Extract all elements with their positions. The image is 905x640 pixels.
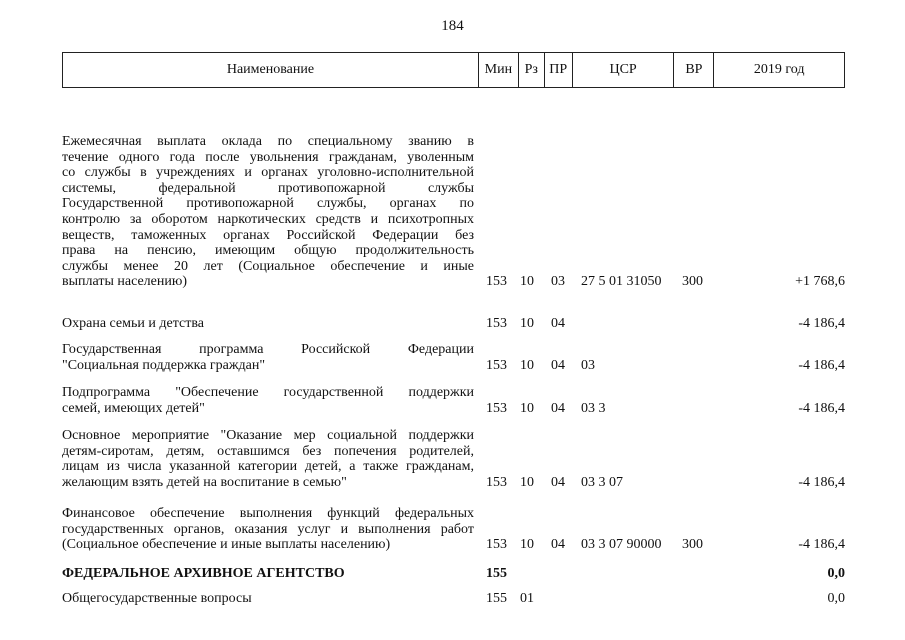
row-sum: -4 186,4 [798,357,845,373]
row-name-line: веществ, таможенных органах Российской Федерации без [62,227,474,243]
row-name-line: течение одного года после увольнения гражданам, уволенным [62,149,474,165]
table-row [62,428,845,490]
table-row [62,385,845,416]
row-min: 153 [486,474,507,490]
row-min: 153 [486,316,507,331]
row-name [62,316,474,332]
page-number: 184 [441,18,464,34]
row-vr: 300 [682,274,703,290]
header-rz: Рз [518,53,544,87]
row-pr: 04 [551,316,565,331]
row-sum: -4 186,4 [798,474,845,490]
row-name-line: Подпрограмма "Обеспечение государственной поддержки [62,385,474,400]
row-name-line: Государственная программа Российской Федерации [62,342,474,357]
row-name-line: Государственной противопожарной службы, органах по [62,196,474,212]
table-row [62,316,845,332]
row-name-line: лицам из числа указанной категории детей, а также гражданам, [62,459,474,475]
row-name-line: Общегосударственные вопросы [62,591,252,606]
row-pr: 03 [551,274,565,290]
row-name [62,591,474,607]
row-name-line: службы менее 20 лет (Социальное обеспечение и иные [62,258,474,274]
row-name-line: права на пенсию, имеющим общую продолжительность [62,243,474,259]
row-name-line: Ежемесячная выплата оклада по специальному званию в [62,134,474,149]
row-rz: 10 [520,474,534,490]
row-csr: 03 3 [581,400,606,416]
row-name-line: выплаты населению) [62,274,187,290]
row-name-line: системы, федеральной противопожарной службы [62,180,474,196]
row-rz: 10 [520,537,534,553]
row-min: 153 [486,400,507,416]
table-row [62,506,845,553]
row-sum: +1 768,6 [795,274,845,290]
table-header [62,52,845,88]
header-pr: ПР [544,53,572,87]
table-row [62,134,845,290]
header-name: Наименование [226,62,315,77]
row-rz: 10 [520,316,534,331]
row-csr: 27 5 01 31050 [581,274,662,290]
row-name-line: со службы в учреждениях и органах уголовно-исполнительной [62,165,474,181]
row-name-line: желающим взять детей на воспитание в семью" [62,474,347,490]
row-name [62,566,474,582]
row-rz: 10 [520,357,534,373]
row-name [62,506,474,553]
header-csr: ЦСР [572,53,674,87]
row-sum: -4 186,4 [798,316,845,331]
budget-table [62,52,845,606]
table-row [62,566,845,582]
row-name [62,134,474,290]
row-name-line: Основное мероприятие "Оказание мер социальной поддержки [62,428,474,443]
row-name-line: детям-сиротам, детям, оставшимся без попечения родителей, [62,443,474,459]
table-row [62,591,845,607]
row-min: 153 [486,537,507,553]
row-name-line: государственных органов, оказания услуг и выполнения работ [62,521,474,537]
row-name [62,342,474,373]
row-name-line: (Социальное обеспечение и иные выплаты населению) [62,537,391,553]
header-vr: ВР [673,53,713,87]
row-csr: 03 3 07 [581,474,623,490]
row-min: 155 [486,591,507,606]
row-min: 153 [486,274,507,290]
header-min: Мин [478,53,518,87]
row-rz: 10 [520,274,534,290]
row-csr: 03 [581,357,595,373]
row-pr: 04 [551,357,565,373]
row-sum: -4 186,4 [798,400,845,416]
row-pr: 04 [551,474,565,490]
row-rz: 10 [520,400,534,416]
row-name-line: семей, имеющих детей" [62,400,205,416]
row-pr: 04 [551,537,565,553]
row-csr: 03 3 07 90000 [581,537,662,553]
row-vr: 300 [682,537,703,553]
header-year: 2019 год [713,53,844,87]
row-name-line: контролю за оборотом наркотических средств и психотропных [62,211,474,227]
row-sum: -4 186,4 [798,537,845,553]
row-name-line: Финансовое обеспечение выполнения функций федеральных [62,506,474,521]
row-name-line: ФЕДЕРАЛЬНОЕ АРХИВНОЕ АГЕНТСТВО [62,566,345,581]
table-row [62,342,845,373]
row-rz: 01 [520,591,534,606]
row-min: 153 [486,357,507,373]
row-sum: 0,0 [827,591,845,606]
row-min: 155 [486,566,507,581]
row-name [62,385,474,416]
row-name [62,428,474,490]
row-name-line: "Социальная поддержка граждан" [62,357,266,373]
row-sum: 0,0 [827,566,845,581]
row-name-line: Охрана семьи и детства [62,316,204,331]
row-pr: 04 [551,400,565,416]
